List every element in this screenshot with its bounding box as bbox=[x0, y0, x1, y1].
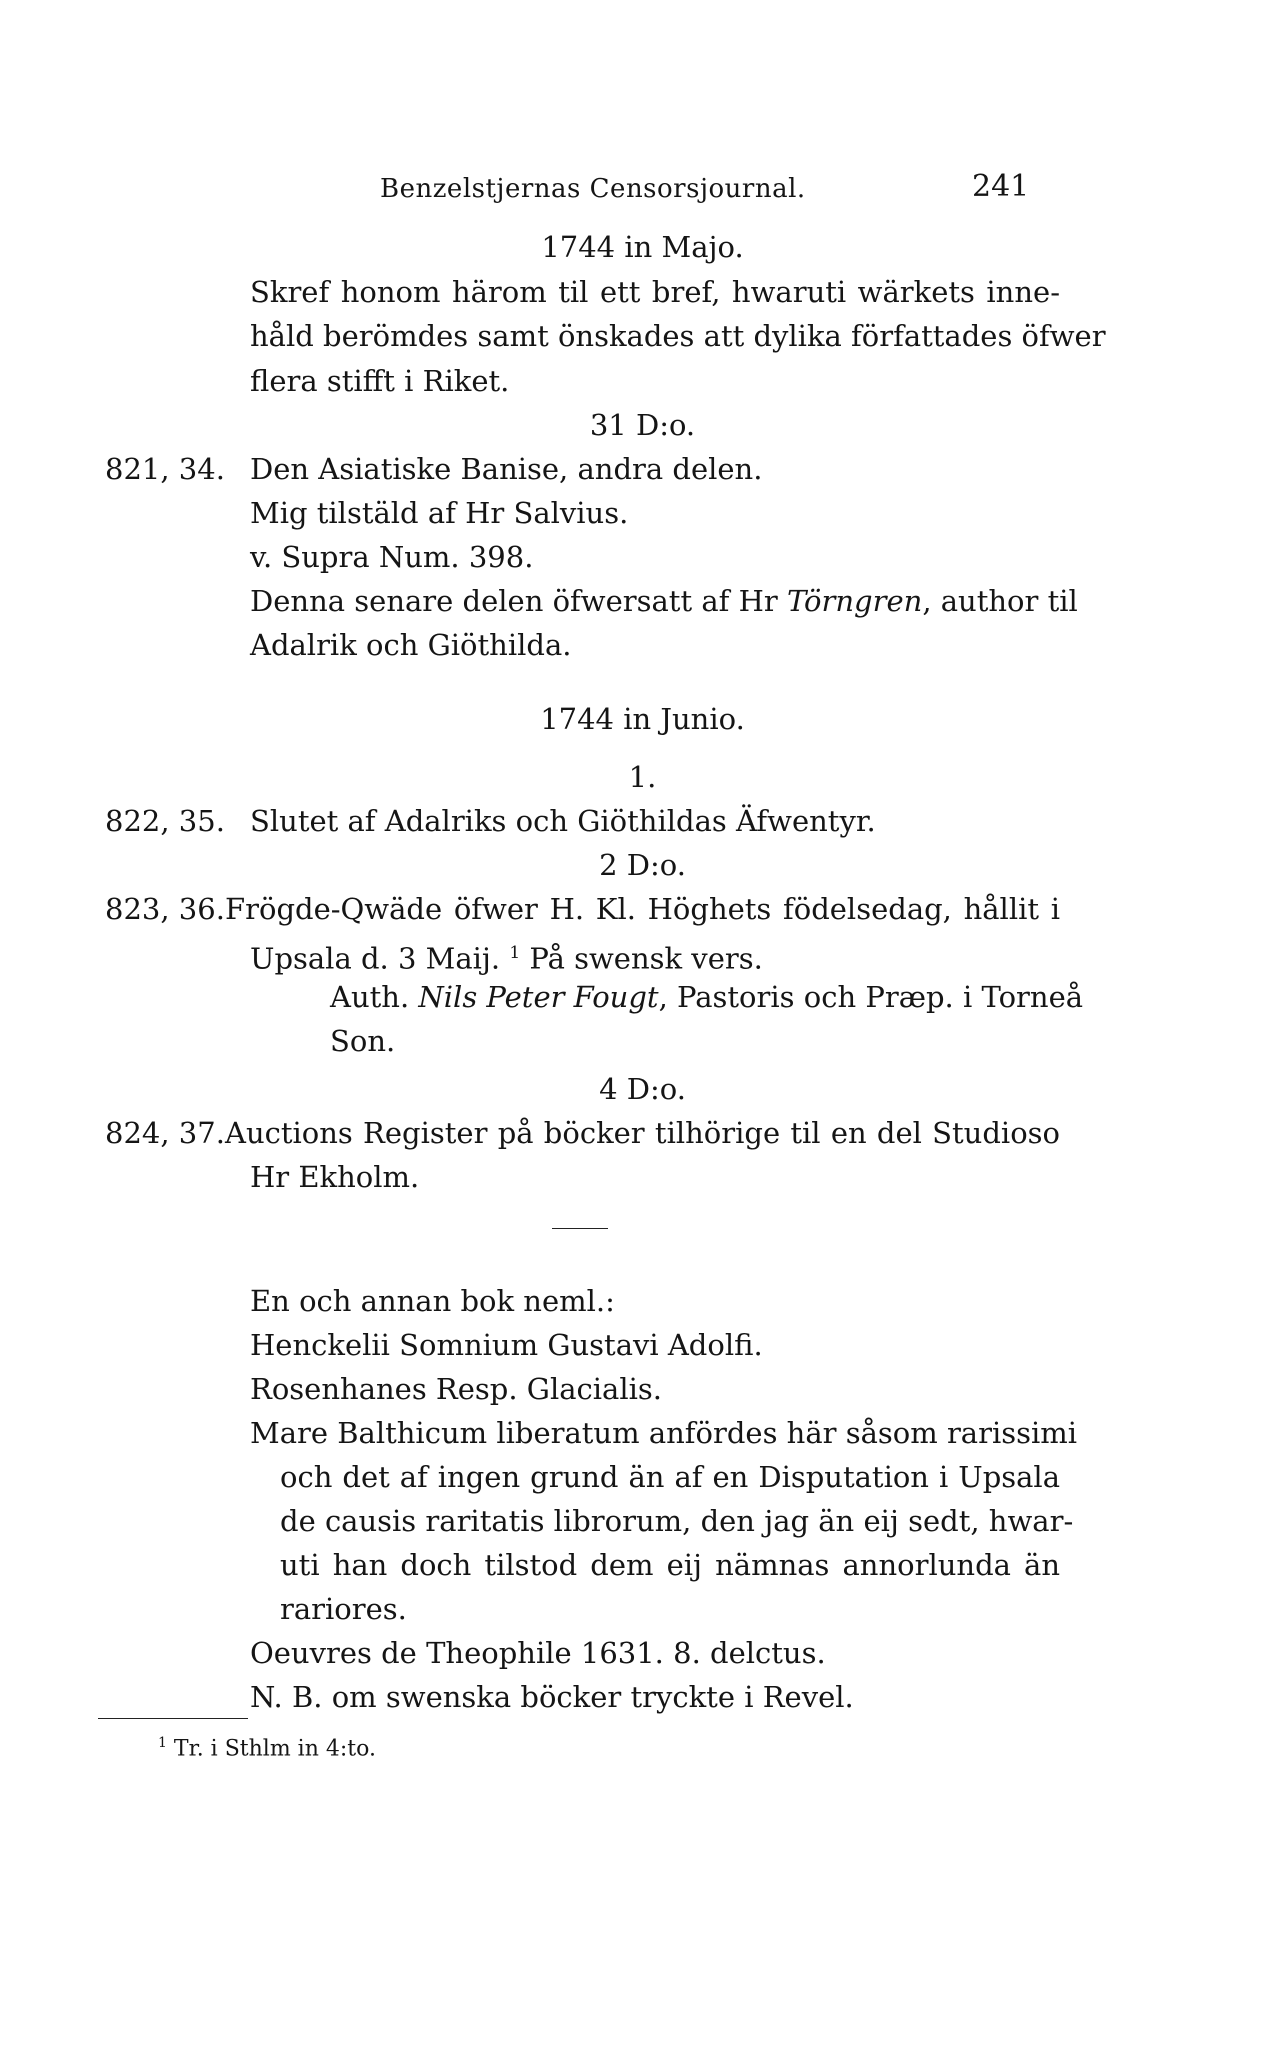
list-item-2: Rosenhanes Resp. Glacialis. bbox=[250, 1372, 662, 1406]
entry-821-line-5: Adalrik och Giöthilda. bbox=[250, 628, 572, 662]
page-number: 241 bbox=[972, 169, 1030, 204]
date-heading-majo: 1744 in Majo. bbox=[541, 230, 744, 264]
footnote-mark: 1 bbox=[158, 1735, 167, 1751]
date-31: 31 D:o. bbox=[589, 408, 696, 442]
translator-name: Törngren bbox=[786, 584, 923, 618]
entry-822-text: Slutet af Adalriks och Giöthildas Äfwentyr. bbox=[250, 804, 876, 838]
entry-824-number: 824, 37. bbox=[105, 1116, 225, 1150]
section-separator bbox=[552, 1228, 608, 1229]
entry-821-line-4 bbox=[250, 584, 1078, 618]
author-label: Auth. bbox=[330, 980, 419, 1014]
entry-822-number: 822, 35. bbox=[105, 804, 225, 838]
entry-823-number: 823, 36. bbox=[105, 892, 225, 926]
date-1: 1. bbox=[628, 760, 657, 794]
entry-823-author-line bbox=[330, 980, 1083, 1014]
date-2: 2 D:o. bbox=[599, 848, 686, 882]
entry-821-line-4-text: Denna senare delen öfwersatt af Hr bbox=[250, 584, 787, 618]
list-item-3-line-4: uti han doch tilstod dem eij nämnas annorlunda än bbox=[280, 1548, 1060, 1582]
list-item-1: Henckelii Somnium Gustavi Adolfi. bbox=[250, 1328, 763, 1362]
entry-821-line-4-tail: , author til bbox=[922, 584, 1078, 618]
entry-824-line-2: Hr Ekholm. bbox=[250, 1160, 420, 1194]
entry-821-line-3: v. Supra Num. 398. bbox=[250, 540, 534, 574]
entry-821-number: 821, 34. bbox=[105, 452, 225, 486]
majo-text-line-1: Skref honom härom til ett bref, hwaruti wärkets inne- bbox=[250, 275, 1060, 309]
footnote bbox=[158, 1726, 376, 1766]
running-title: Benzelstjernas Censorsjournal. bbox=[380, 174, 806, 204]
entry-823-line-2 bbox=[250, 936, 763, 976]
majo-text-line-2: håld berömdes samt önskades att dylika författades öfwer bbox=[250, 319, 1106, 353]
footnote-text: Tr. i Sthlm in 4:to. bbox=[166, 1736, 376, 1762]
list-item-3-line-1: Mare Balthicum liberatum anfördes här såsom rarissimi bbox=[250, 1416, 1078, 1450]
footnote-reference: 1 bbox=[509, 943, 521, 963]
entry-821-line-1: Den Asiatiske Banise, andra delen. bbox=[250, 452, 763, 486]
entry-823-line-2-tail: På swensk vers. bbox=[520, 941, 763, 976]
list-item-4: Oeuvres de Theophile 1631. 8. delctus. bbox=[250, 1636, 826, 1670]
list-item-3-line-5: rariores. bbox=[280, 1592, 407, 1626]
list-item-3-line-3: de causis raritatis librorum, den jag än eij sedt, hwar- bbox=[280, 1504, 1074, 1538]
list-item-3-line-2: och det af ingen grund än af en Disputation i Upsala bbox=[280, 1460, 1060, 1494]
author-name: Nils Peter Fougt bbox=[418, 980, 659, 1014]
majo-text-line-3: flera stifft i Riket. bbox=[250, 364, 510, 398]
entry-823-line-1: Frögde-Qwäde öfwer H. Kl. Höghets födelsedag, hållit i bbox=[225, 892, 1060, 926]
list-intro: En och annan bok neml.: bbox=[250, 1284, 615, 1318]
entry-823-line-2-text: Upsala d. 3 Maij. bbox=[250, 941, 510, 976]
footnote-rule bbox=[98, 1718, 248, 1719]
entry-821-line-2: Mig tilstäld af Hr Salvius. bbox=[250, 496, 629, 530]
entry-824-line-1: Auctions Register på böcker tilhörige til en del Studioso bbox=[225, 1116, 1060, 1150]
author-line-tail: , Pastoris och Præp. i Torneå bbox=[658, 980, 1084, 1014]
list-item-5: N. B. om swenska böcker tryckte i Revel. bbox=[250, 1680, 854, 1714]
date-heading-junio: 1744 in Junio. bbox=[540, 702, 745, 736]
date-4: 4 D:o. bbox=[599, 1072, 686, 1106]
entry-823-author-last: Son. bbox=[330, 1024, 396, 1058]
